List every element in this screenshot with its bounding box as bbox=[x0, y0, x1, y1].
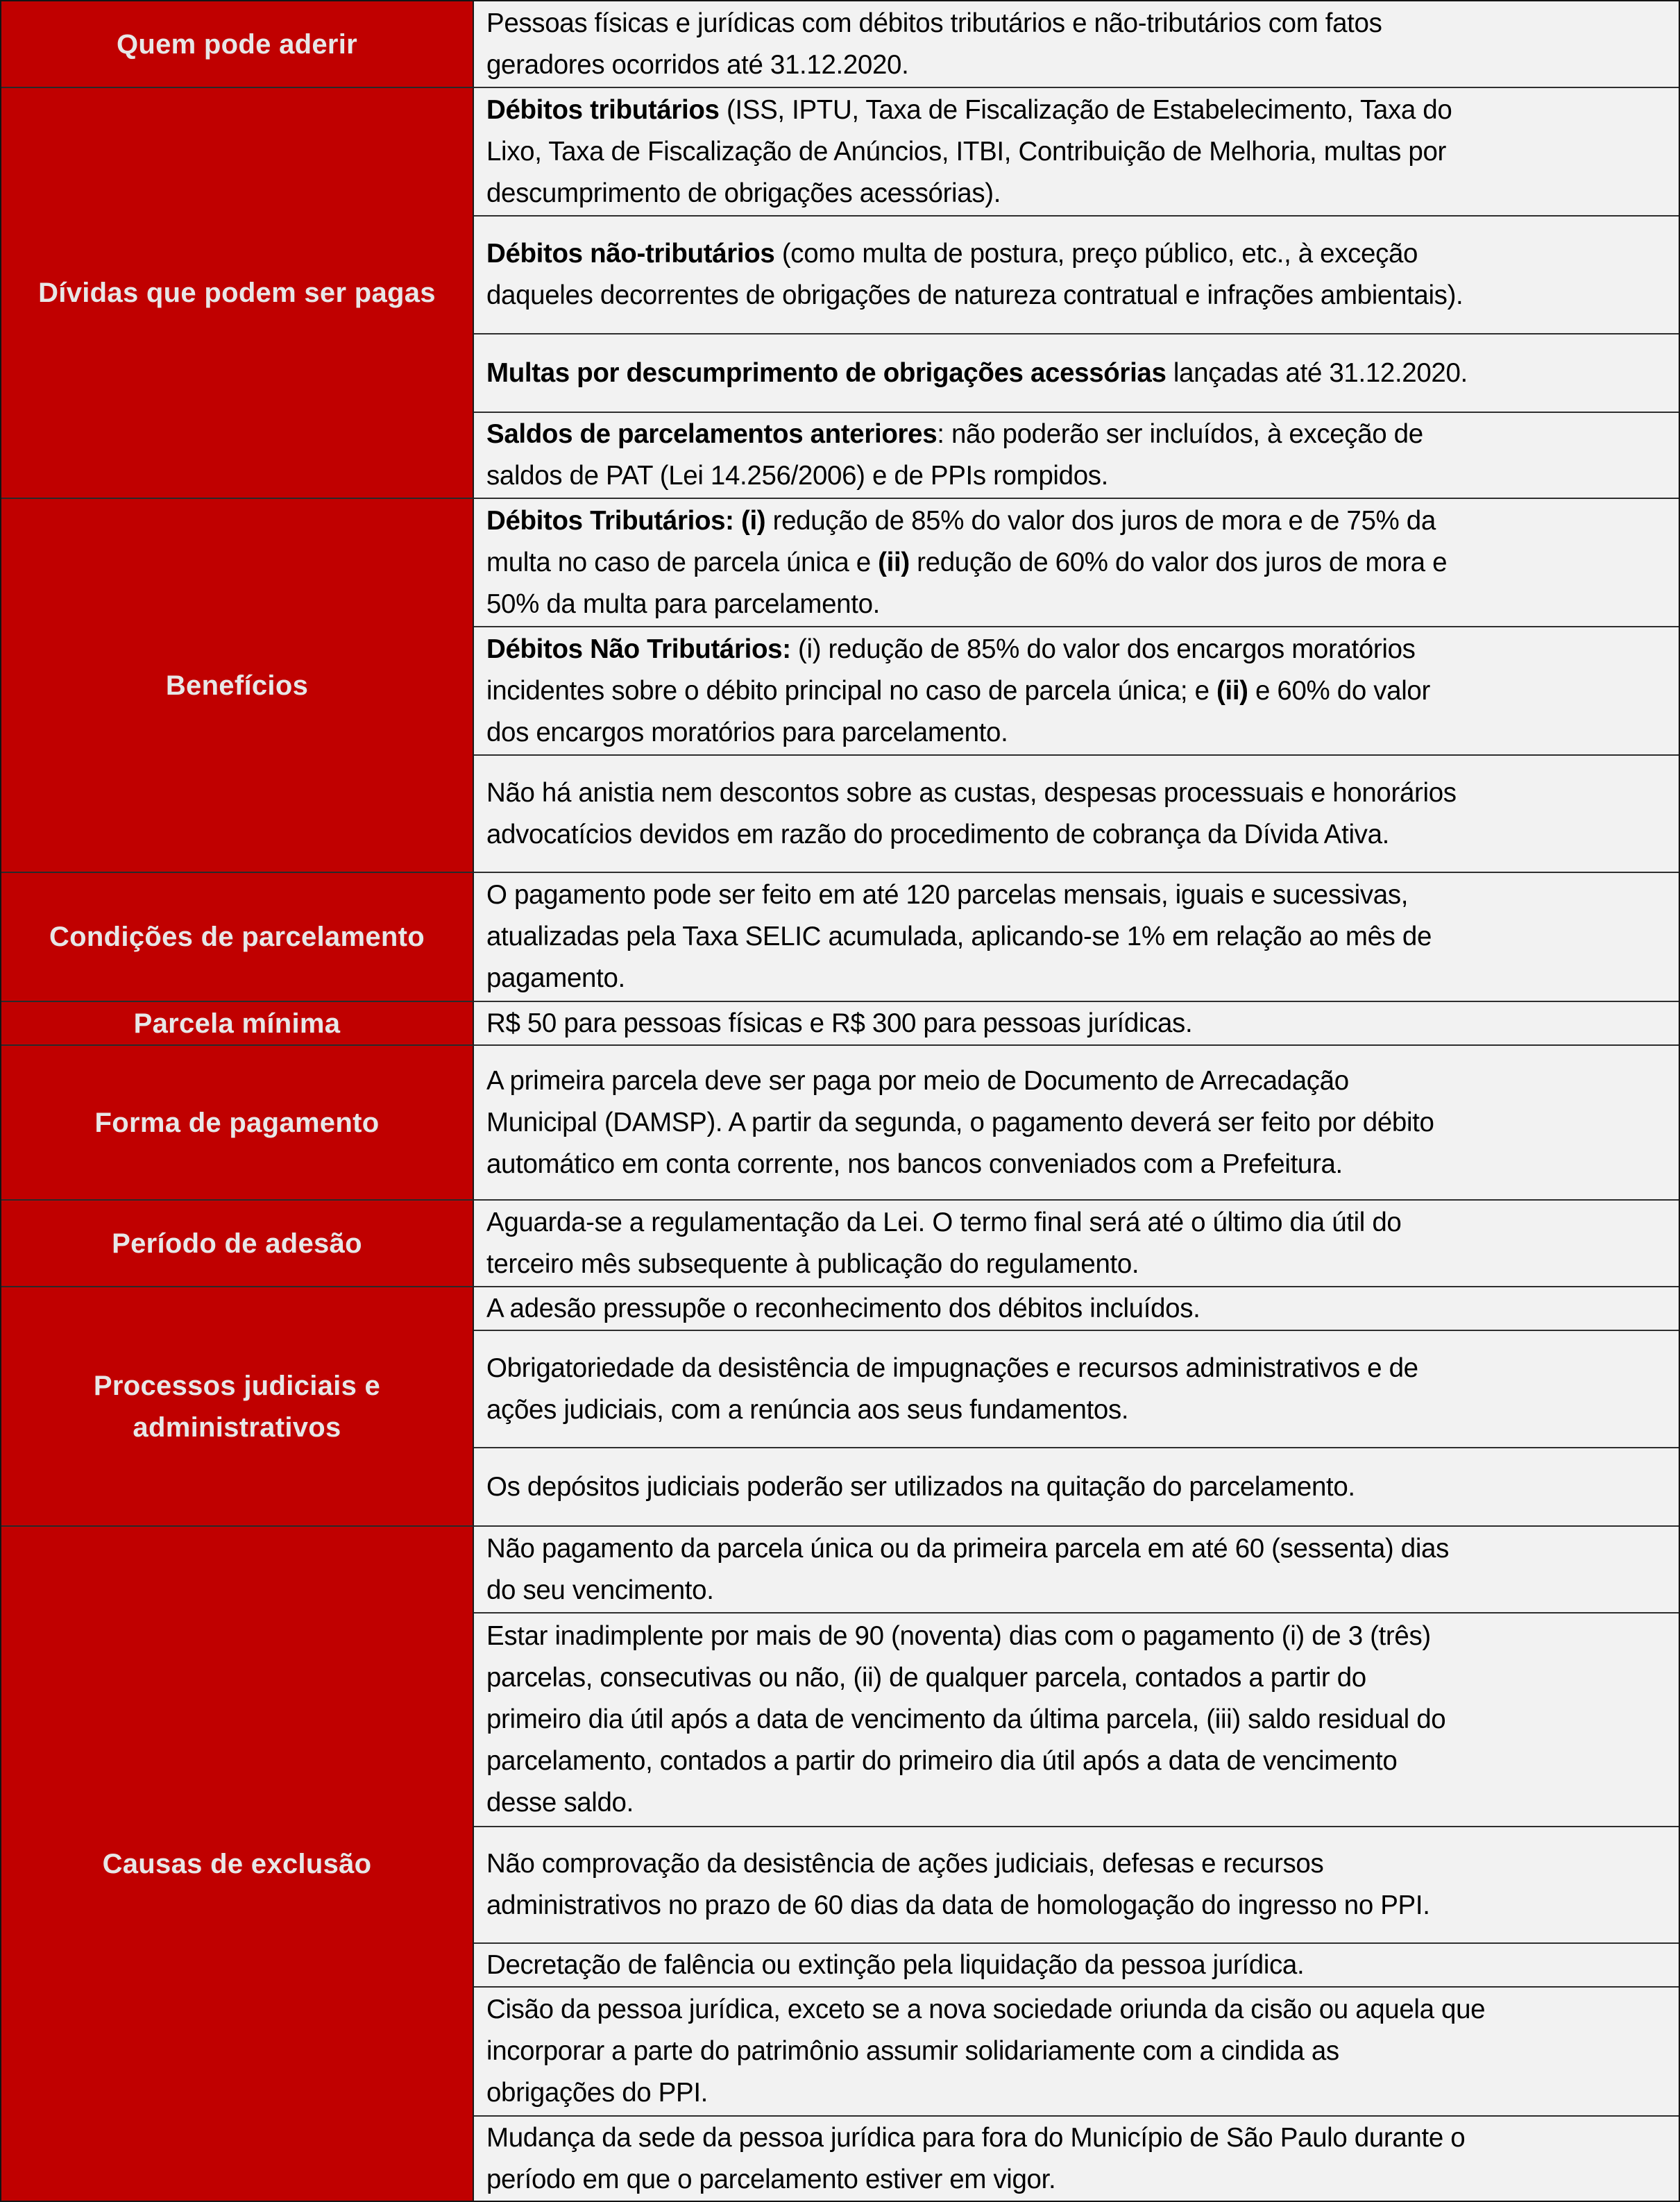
text-segment: daqueles decorrentes de obrigações de natureza contratual e infrações ambientais). bbox=[486, 280, 1463, 310]
text-segment: parcelas, consecutivas ou não, (ii) de qualquer parcela, contados a partir do bbox=[486, 1663, 1366, 1693]
cell-text-line bbox=[486, 233, 1674, 275]
content-cell bbox=[474, 1287, 1679, 1331]
cell-text-line bbox=[486, 1102, 1674, 1144]
text-segment: R$ 50 para pessoas físicas e R$ 300 para pessoas jurídicas. bbox=[486, 1008, 1193, 1038]
bold-text-segment: Débitos não-tributários bbox=[486, 239, 775, 269]
text-segment: : não poderão ser incluídos, à exceção de bbox=[937, 419, 1423, 449]
text-segment: Lixo, Taxa de Fiscalização de Anúncios, ITBI, Contribuição de Melhoria, multas por bbox=[486, 136, 1446, 167]
text-segment: ações judiciais, com a renúncia aos seus fundamentos. bbox=[486, 1394, 1129, 1425]
text-segment: (como multa de postura, preço público, etc., à exceção bbox=[774, 239, 1418, 269]
text-segment: terceiro mês subsequente à publicação do regulamento. bbox=[486, 1248, 1139, 1279]
row-header-label: Forma de pagamento bbox=[94, 1107, 380, 1138]
table-row-quem-pode-aderir bbox=[1, 1, 1679, 88]
text-segment: parcelamento, contados a partir do primeiro dia útil após a data de vencimento bbox=[486, 1746, 1398, 1776]
content-cell bbox=[474, 1448, 1679, 1527]
cell-text-line bbox=[486, 584, 1674, 625]
content-cell bbox=[474, 2117, 1679, 2201]
cell-text-line bbox=[486, 1699, 1674, 1741]
row-header-label: Período de adesão bbox=[112, 1228, 362, 1259]
content-cell bbox=[474, 1331, 1679, 1448]
content-cell bbox=[474, 873, 1679, 1002]
text-segment: geradores ocorridos até 31.12.2020. bbox=[486, 49, 909, 80]
cell-text-line bbox=[486, 3, 1674, 44]
text-segment: pagamento. bbox=[486, 963, 625, 993]
row-header-cell bbox=[1, 88, 474, 499]
row-content-column bbox=[474, 1287, 1679, 1527]
text-segment: A primeira parcela deve ser paga por meio de Documento de Arrecadação bbox=[486, 1065, 1349, 1096]
row-content-column bbox=[474, 1002, 1679, 1046]
table-row-dividas bbox=[1, 88, 1679, 499]
content-cell bbox=[474, 1, 1679, 88]
text-segment: Não comprovação da desistência de ações judiciais, defesas e recursos bbox=[486, 1849, 1324, 1879]
row-header-label: Causas de exclusão bbox=[102, 1848, 372, 1879]
text-segment: obrigações do PPI. bbox=[486, 2078, 709, 2108]
table-row-processos bbox=[1, 1287, 1679, 1527]
row-header-cell bbox=[1, 499, 474, 873]
cell-text-line bbox=[486, 1466, 1674, 1508]
content-cell bbox=[474, 627, 1679, 756]
text-segment: multa no caso de parcela única e bbox=[486, 547, 879, 577]
text-segment: desse saldo. bbox=[486, 1788, 634, 1818]
content-cell bbox=[474, 88, 1679, 217]
bold-text-segment: Débitos tributários bbox=[486, 94, 720, 125]
text-segment: atualizadas pela Taxa SELIC acumulada, aplicando-se 1% em relação ao mês de bbox=[486, 922, 1432, 951]
text-segment: lançadas até 31.12.2020. bbox=[1166, 357, 1468, 388]
table-row-periodo-adesao bbox=[1, 1201, 1679, 1287]
content-cell bbox=[474, 1827, 1679, 1944]
content-cell bbox=[474, 1944, 1679, 1988]
row-content-column bbox=[474, 88, 1679, 499]
row-header-label-line: Processos judiciais e bbox=[93, 1370, 381, 1401]
cell-text-line bbox=[486, 1348, 1674, 1389]
row-content-column bbox=[474, 1046, 1679, 1201]
text-segment: A adesão pressupõe o reconhecimento dos débitos incluídos. bbox=[486, 1293, 1200, 1323]
cell-text-line bbox=[486, 670, 1674, 712]
text-segment: Pessoas físicas e jurídicas com débitos tributários e não-tributários com fatos bbox=[486, 8, 1382, 38]
text-segment: incorporar a parte do patrimônio assumir solidariamente com a cindida as bbox=[486, 2036, 1339, 2066]
bold-text-segment: Multas por descumprimento de obrigações acessórias bbox=[486, 357, 1166, 388]
row-header-label: Parcela mínima bbox=[133, 1008, 341, 1039]
text-segment: O pagamento pode ser feito em até 120 parcelas mensais, iguais e sucessivas, bbox=[486, 880, 1409, 910]
bold-text-segment: Débitos Tributários: (i) bbox=[486, 505, 766, 536]
cell-text-line bbox=[486, 173, 1674, 214]
cell-text-line bbox=[486, 1885, 1674, 1926]
cell-text-line bbox=[486, 1989, 1674, 2031]
row-header-cell bbox=[1, 873, 474, 1002]
row-header-cell bbox=[1, 1002, 474, 1046]
cell-text-line bbox=[486, 1202, 1674, 1244]
cell-text-line bbox=[486, 1782, 1674, 1824]
row-header-label bbox=[94, 1365, 380, 1448]
cell-text-line bbox=[486, 1657, 1674, 1699]
bold-text-segment: (ii) bbox=[1216, 675, 1248, 706]
cell-text-line bbox=[486, 2117, 1674, 2159]
cell-text-line bbox=[486, 500, 1674, 542]
text-segment: Mudança da sede da pessoa jurídica para fora do Município de São Paulo durante o bbox=[486, 2122, 1466, 2153]
content-cell bbox=[474, 1988, 1679, 2117]
content-cell bbox=[474, 1614, 1679, 1827]
row-header-label-line: administrativos bbox=[133, 1412, 341, 1443]
content-cell bbox=[474, 499, 1679, 627]
text-segment: (i) redução de 85% do valor dos encargos moratórios bbox=[790, 634, 1416, 664]
cell-text-line bbox=[486, 629, 1674, 670]
row-header-cell bbox=[1, 1, 474, 88]
cell-text-line bbox=[486, 916, 1674, 958]
table-row-causas-exclusao bbox=[1, 1527, 1679, 2201]
cell-text-line bbox=[486, 1288, 1674, 1330]
cell-text-line bbox=[486, 2072, 1674, 2114]
text-segment: (ISS, IPTU, Taxa de Fiscalização de Estabelecimento, Taxa do bbox=[719, 94, 1452, 125]
cell-text-line bbox=[486, 44, 1674, 86]
row-header-cell bbox=[1, 1201, 474, 1287]
cell-text-line bbox=[486, 275, 1674, 316]
text-segment: redução de 60% do valor dos juros de mora e bbox=[909, 547, 1448, 577]
cell-text-line bbox=[486, 1616, 1674, 1657]
text-segment: Estar inadimplente por mais de 90 (noventa) dias com o pagamento (i) de 3 (três) bbox=[486, 1621, 1431, 1651]
text-segment: Não pagamento da parcela única ou da primeira parcela em até 60 (sessenta) dias bbox=[486, 1533, 1449, 1564]
cell-text-line bbox=[486, 90, 1674, 131]
bold-text-segment: Saldos de parcelamentos anteriores bbox=[486, 419, 937, 449]
cell-text-line bbox=[486, 874, 1674, 916]
cell-text-line bbox=[486, 958, 1674, 999]
row-content-column bbox=[474, 1527, 1679, 2201]
cell-text-line bbox=[486, 1945, 1674, 1986]
cell-text-line bbox=[486, 131, 1674, 173]
cell-text-line bbox=[486, 814, 1674, 856]
cell-text-line bbox=[486, 1741, 1674, 1782]
cell-text-line bbox=[486, 1843, 1674, 1885]
text-segment: Cisão da pessoa jurídica, exceto se a nova sociedade oriunda da cisão ou aquela que bbox=[486, 1994, 1486, 2024]
content-cell bbox=[474, 334, 1679, 413]
cell-text-line bbox=[486, 542, 1674, 584]
cell-text-line bbox=[486, 455, 1674, 497]
row-header-label: Benefícios bbox=[165, 670, 309, 701]
cell-text-line bbox=[486, 2159, 1674, 2201]
text-segment: dos encargos moratórios para parcelamento. bbox=[486, 717, 1008, 747]
text-segment: Aguarda-se a regulamentação da Lei. O termo final será até o último dia útil do bbox=[486, 1207, 1402, 1237]
content-cell bbox=[474, 217, 1679, 334]
text-segment: Decretação de falência ou extinção pela liquidação da pessoa jurídica. bbox=[486, 1949, 1305, 1980]
row-header-cell bbox=[1, 1046, 474, 1201]
text-segment: descumprimento de obrigações acessórias). bbox=[486, 178, 1001, 208]
cell-text-line bbox=[486, 1570, 1674, 1611]
cell-text-line bbox=[486, 2031, 1674, 2072]
text-segment: advocatícios devidos em razão do procedimento de cobrança da Dívida Ativa. bbox=[486, 819, 1389, 849]
text-segment: saldos de PAT (Lei 14.256/2006) e de PPIs rompidos. bbox=[486, 461, 1108, 491]
table-row-forma-pagamento bbox=[1, 1046, 1679, 1201]
text-segment: Municipal (DAMSP). A partir da segunda, o pagamento deverá ser feito por débito bbox=[486, 1107, 1434, 1137]
text-segment: administrativos no prazo de 60 dias da data de homologação do ingresso no PPI. bbox=[486, 1890, 1430, 1920]
text-segment: Os depósitos judiciais poderão ser utilizados na quitação do parcelamento. bbox=[486, 1471, 1355, 1502]
content-cell bbox=[474, 413, 1679, 499]
text-segment: automático em conta corrente, nos bancos conveniados com a Prefeitura. bbox=[486, 1149, 1343, 1179]
cell-text-line bbox=[486, 712, 1674, 754]
cell-text-line bbox=[486, 1244, 1674, 1285]
cell-text-line bbox=[486, 1003, 1674, 1044]
content-cell bbox=[474, 1527, 1679, 1614]
cell-text-line bbox=[486, 1528, 1674, 1570]
text-segment: e 60% do valor bbox=[1248, 675, 1430, 706]
cell-text-line bbox=[486, 353, 1674, 394]
text-segment: incidentes sobre o débito principal no caso de parcela única; e bbox=[486, 675, 1217, 706]
row-content-column bbox=[474, 873, 1679, 1002]
row-header-label: Dívidas que podem ser pagas bbox=[38, 278, 436, 308]
table-row-parcela-minima bbox=[1, 1002, 1679, 1046]
content-cell bbox=[474, 756, 1679, 873]
cell-text-line bbox=[486, 1144, 1674, 1185]
cell-text-line bbox=[486, 1060, 1674, 1102]
cell-text-line bbox=[486, 414, 1674, 455]
text-segment: redução de 85% do valor dos juros de mora e de 75% da bbox=[765, 505, 1436, 536]
content-cell bbox=[474, 1046, 1679, 1201]
row-content-column bbox=[474, 499, 1679, 873]
text-segment: Obrigatoriedade da desistência de impugnações e recursos administrativos e de bbox=[486, 1353, 1418, 1383]
row-header-cell bbox=[1, 1287, 474, 1527]
text-segment: Não há anistia nem descontos sobre as custas, despesas processuais e honorários bbox=[486, 777, 1457, 808]
text-segment: primeiro dia útil após a data de vencimento da última parcela, (iii) saldo residual do bbox=[486, 1704, 1446, 1734]
table-row-condicoes bbox=[1, 873, 1679, 1002]
bold-text-segment: Débitos Não Tributários: bbox=[486, 634, 791, 664]
content-cell bbox=[474, 1201, 1679, 1287]
cell-text-line bbox=[486, 1389, 1674, 1431]
text-segment: período em que o parcelamento estiver em vigor. bbox=[486, 2164, 1056, 2194]
row-header-label: Condições de parcelamento bbox=[49, 922, 425, 952]
row-header-label: Quem pode aderir bbox=[116, 28, 358, 60]
cell-text-line bbox=[486, 772, 1674, 814]
row-content-column bbox=[474, 1201, 1679, 1287]
row-header-cell bbox=[1, 1527, 474, 2201]
row-content-column bbox=[474, 1, 1679, 88]
text-segment: 50% da multa para parcelamento. bbox=[486, 588, 880, 619]
text-segment: do seu vencimento. bbox=[486, 1575, 714, 1605]
table-row-beneficios bbox=[1, 499, 1679, 873]
content-cell bbox=[474, 1002, 1679, 1046]
bold-text-segment: (ii) bbox=[878, 547, 910, 577]
